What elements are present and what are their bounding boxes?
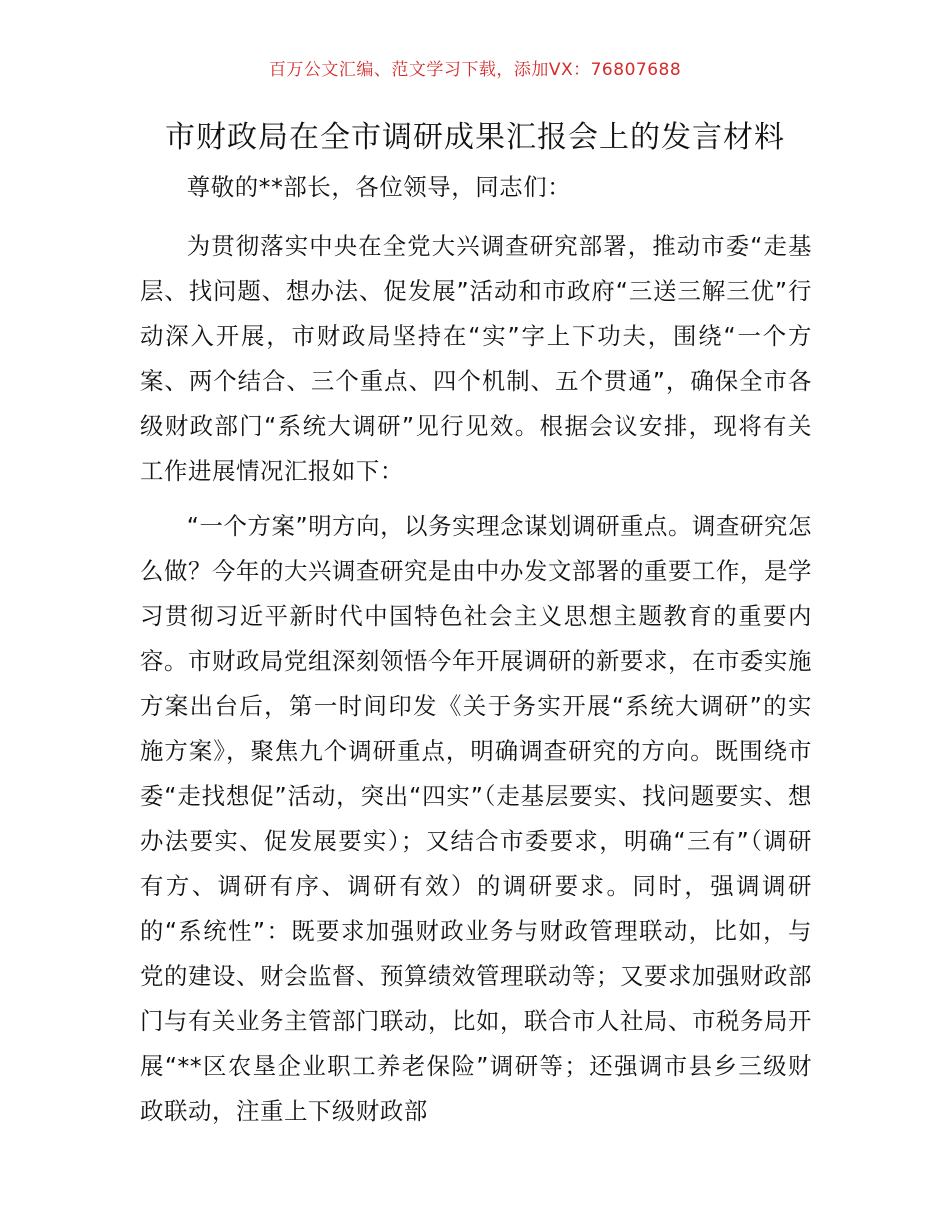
document-title: 市财政局在全市调研成果汇报会上的发言材料: [165, 120, 785, 155]
paragraph-one-plan: “一个方案”明方向，以务实理念谋划调研重点。调查研究怎么做？今年的大兴调查研究是由中办发文部署的重要工作，是学习贯彻习近平新时代中国特色社会主义思想主题教育的重要内容。市财政局党组深刻领悟今年开展调研的新要求，在市委实施方案出台后，第一时间印发《关于务实开展“系统大调研”的实施方案》，聚焦九个调研重点，明确调查研究的方向。既围绕市委“走找想促”活动，突出“四实”（走基层要实、找问题要实、想办法要实、促发展要实）；又结合市委要求，明确“三有”（调研有方、调研有序、调研有效）的调研要求。同时，强调调研的“系统性”：既要求加强财政业务与财政管理联动，比如，与党的建设、财会监督、预算绩效管理联动等；又要求加强财政部门与有关业务主管部门联动，比如，联合市人社局、市税务局开展“**区农垦企业职工养老保险”调研等；还强调市县乡三级财政联动，注重上下级财政部: [140, 512, 812, 1125]
document-body: [140, 165, 812, 1144]
watermark-header: 百万公文汇编、范文学习下载，添加VX：76807688: [268, 60, 682, 80]
salutation: 尊敬的**部长，各位领导，同志们：: [186, 173, 572, 201]
paragraph-intro: 为贯彻落实中央在全党大兴调查研究部署，推动市委“走基层、找问题、想办法、促发展”活动和市政府“三送三解三优”行动深入开展，市财政局坚持在“实”字上下功夫，围绕“一个方案、两个结合、三个重点、四个机制、五个贯通”，确保全市各级财政部门“系统大调研”见行见效。根据会议安排，现将有关工作进展情况汇报如下：: [140, 232, 812, 485]
